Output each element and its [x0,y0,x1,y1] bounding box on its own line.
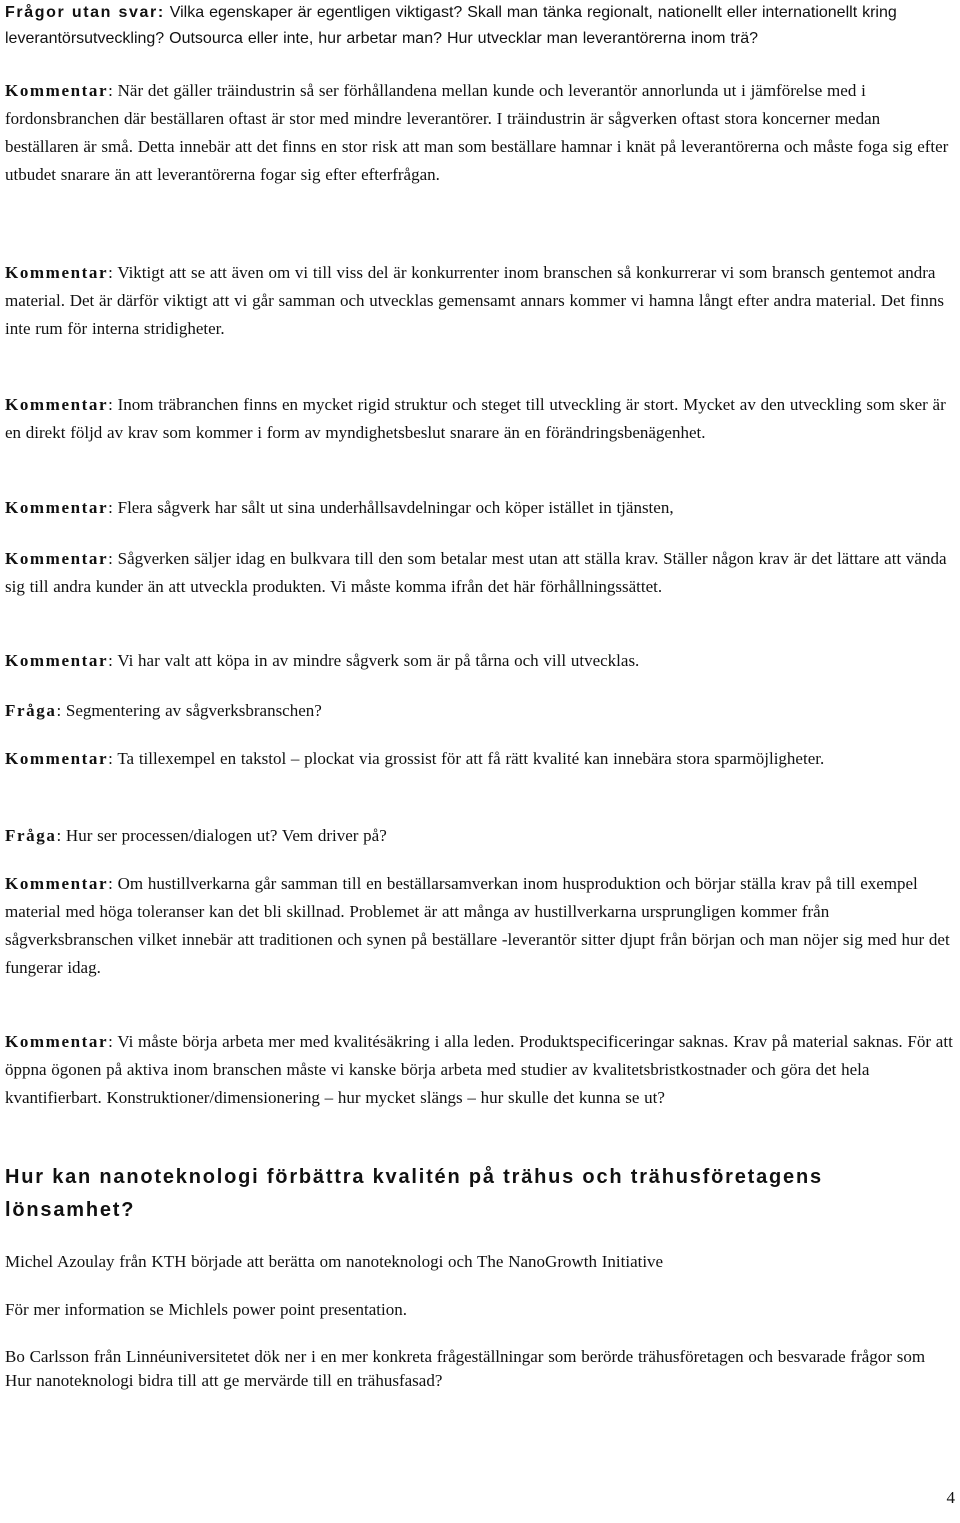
question-label-2: Fråga [5,826,57,845]
body-paragraph-3: Bo Carlsson från Linnéuniversitetet dök ner i en mer konkreta frågeställningar som berörde trähusföretagen och besvarade frågor som Hur nanoteknologi bidra till att ge mervärde till en trähusfasad? [5,1347,926,1390]
question-text-1: : Segmentering av sågverksbranschen? [56,701,322,720]
comment-text-2: : Viktigt att se att även om vi till viss del är konkurrenter inom branschen så konkurrerar vi som bransch gentemot andra material. Det är därför viktigt att vi går samman och utvecklas gemensamt annars kommer vi hamna långt efter andra material. Det finns inte rum för interna stridigheter. [5,263,945,338]
body-paragraph-2: För mer information se Michlels power point presentation. [5,1300,407,1319]
open-questions-paragraph [5,0,953,52]
comment-label-7: Kommentar [5,749,109,768]
comment-label-8: Kommentar [5,874,109,893]
comment-text-6: : Vi har valt att köpa in av mindre sågverk som är på tårna och vill utvecklas. [108,651,640,670]
question-paragraph-1 [5,697,953,725]
comment-label-4: Kommentar [5,498,109,517]
comment-paragraph-3 [5,391,953,447]
comment-paragraph-7 [5,745,953,773]
comment-paragraph-9 [5,1028,953,1112]
comment-text-4: : Flera sågverk har sålt ut sina underhållsavdelningar och köper istället in tjänsten, [108,498,674,517]
question-text-2: : Hur ser processen/dialogen ut? Vem driver på? [56,826,387,845]
comment-paragraph-5 [5,545,953,601]
open-questions-label: Frågor utan svar: [5,4,165,21]
comment-label-1: Kommentar [5,81,109,100]
comment-text-1: : När det gäller träindustrin så ser förhållandena mellan kunde och leverantör annorlunda ut i jämförelse med i fordonsbranchen där beställaren oftast är stor med mindre leverantörer. I träindustrin är sågverken oftast stora koncerner medan beställaren är små. Detta innebär att det finns en stor risk att man som beställare hamnar i knät på leverantörerna och måste foga sig efter utbudet snarare än att leverantörerna fogar sig efter efterfrågan. [5,81,949,184]
page-number: 4 [946,1488,955,1507]
comment-text-5: : Sågverken säljer idag en bulkvara till den som betalar mest utan att ställa krav. Ställer någon krav är det lättare att vända sig till andra kunder än att utveckla produkten. Vi måste komma ifrån det här förhållningssättet. [5,549,947,596]
section-heading: Hur kan nanoteknologi förbättra kvalitén på trähus och trähusföretagens lönsamhet? [5,1166,823,1221]
question-label-1: Fråga [5,701,57,720]
comment-paragraph-2 [5,259,953,343]
body-paragraph-1: Michel Azoulay från KTH började att berätta om nanoteknologi och The NanoGrowth Initiative [5,1252,664,1271]
comment-label-9: Kommentar [5,1032,109,1051]
comment-paragraph-6 [5,647,953,675]
comment-label-5: Kommentar [5,549,109,568]
comment-text-8: : Om hustillverkarna går samman till en beställarsamverkan inom husproduktion och börjar ställa krav på till exempel material med höga toleranser kan det bli skillnad. Problemet är att många av hustillverkarna ursprungligen kommer från sågverksbranschen vilket innebär att traditionen och synen på beställare -leverantör sitter djupt från början och man nöjer sig med hur det fungerar idag. [5,874,950,977]
comment-paragraph-1 [5,77,953,189]
open-questions-text: Vilka egenskaper är egentligen viktigast? Skall man tänka regionalt, nationellt eller internationellt kring leverantörsutveckling? Outsourca eller inte, hur arbetar man? Hur utvecklar man leverantörerna inom trä? [5,4,897,47]
comment-text-3: : Inom träbranchen finns en mycket rigid struktur och steget till utveckling är stort. Mycket av den utveckling som sker är en direkt följd av krav som kommer i form av myndighetsbeslut snarare än en förändringsbenägenhet. [5,395,946,442]
comment-text-7: : Ta tillexempel en takstol – plockat via grossist för att få rätt kvalité kan innebära stora sparmöjligheter. [108,749,825,768]
question-paragraph-2 [5,822,953,850]
comment-paragraph-8 [5,870,953,982]
comment-text-9: : Vi måste börja arbeta mer med kvalitésäkring i alla leden. Produktspecificeringar saknas. Krav på material saknas. För att öppna ögonen på aktiva inom branschen måste vi kanske börja arbeta med studier av kvalitetsbristkostnader och göra det hela kvantifierbart. Konstruktioner/dimensionering – hur mycket slängs – hur skulle det kunna se ut? [5,1032,953,1107]
comment-label-3: Kommentar [5,395,109,414]
comment-label-2: Kommentar [5,263,109,282]
comment-label-6: Kommentar [5,651,109,670]
comment-paragraph-4 [5,494,953,522]
